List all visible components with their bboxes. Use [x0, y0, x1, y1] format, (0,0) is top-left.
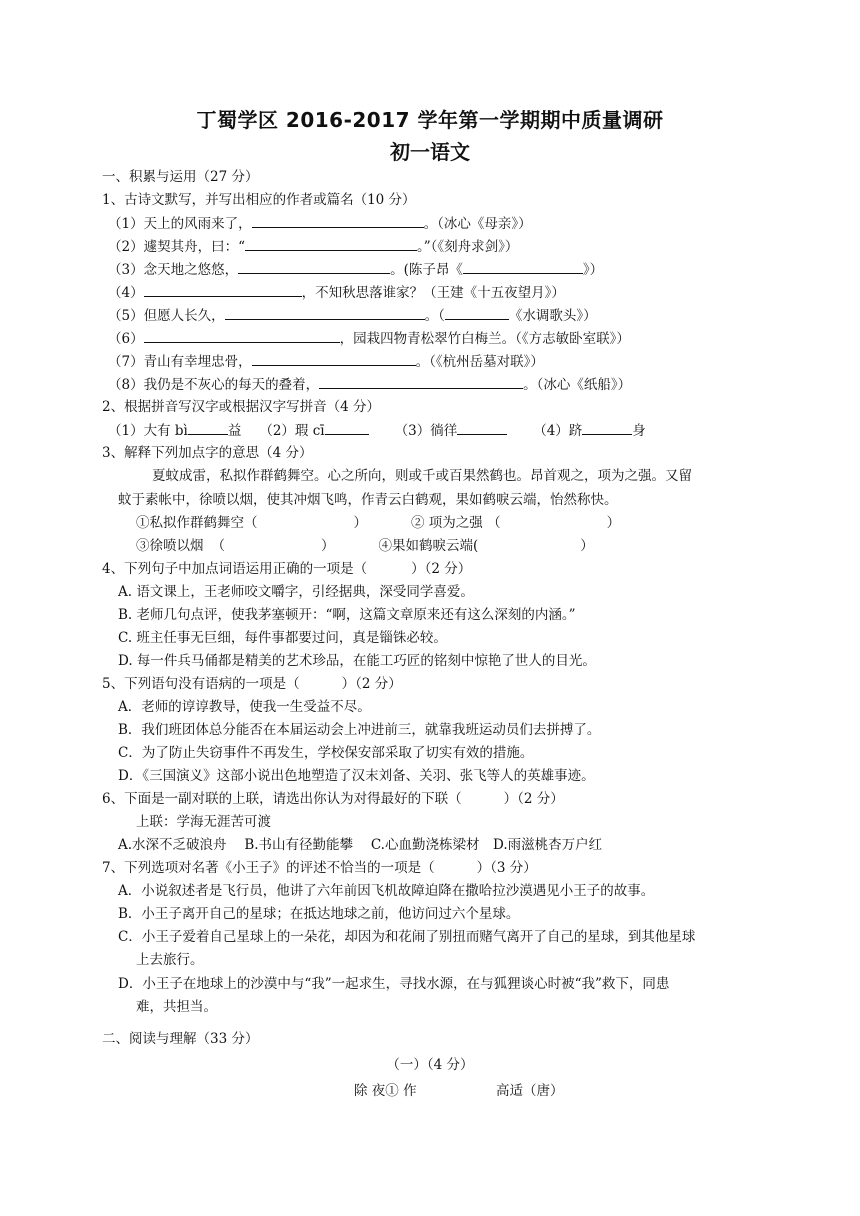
q1-item: （5）但愿人长久， 。（ 《水调歌头》）: [108, 308, 597, 324]
q4-stem: 4、下列句子中加点词语运用正确的一项是（ ）（2 分）: [102, 561, 472, 577]
answer-blank[interactable]: [144, 283, 302, 297]
q3-option-row1: ①私拟作群鹤舞空（ ） ② 项为之强 （ ）: [136, 515, 621, 531]
q5-stem: 5、下列语句没有语病的一项是（ ）（2 分）: [102, 676, 402, 692]
answer-blank[interactable]: [463, 260, 583, 274]
section-heading: （一）（4 分）: [386, 1057, 474, 1073]
poem-author: 高适（唐）: [496, 1083, 564, 1099]
answer-blank[interactable]: [319, 375, 523, 389]
q1-item: （7）青山有幸埋忠骨， 。（《杭州岳墓对联》）: [108, 354, 544, 370]
q5-option-c: C．为了防止失窃事件不再发生，学校保安部采取了切实有效的措施。: [118, 745, 534, 761]
q7-option-a: A．小说叙述者是飞行员，他讲了六年前因飞机故障迫降在撒哈拉沙漠遇见小王子的故事。: [118, 883, 655, 899]
answer-blank[interactable]: [445, 306, 509, 320]
answer-blank[interactable]: [252, 214, 424, 228]
answer-blank[interactable]: [225, 306, 425, 320]
q7-option-d-cont: 难，共担当。: [136, 999, 217, 1015]
q2-items: （1）大有 bì 益 （2）瑕 cī （3）徜徉 （4）跻 身: [108, 423, 646, 439]
q1-item: （3）念天地之悠悠， 。(陈子昂《 》）: [108, 262, 604, 278]
q2-stem: 2、根据拼音写汉字或根据汉字写拼音（4 分）: [102, 399, 380, 415]
answer-blank[interactable]: [188, 421, 228, 435]
answer-blank[interactable]: [457, 421, 507, 435]
q5-option-b: B．我们班团体总分能否在本届运动会上冲进前三，就靠我班运动员们去拼搏了。: [118, 722, 601, 738]
page-title: 丁蜀学区 2016-2017 学年第一学期期中质量调研: [196, 108, 664, 132]
q4-option-b: B. 老师几句点评，使我茅塞顿开：“啊，这篇文章原来还有这么深刻的内涵。”: [118, 607, 576, 623]
q6-upper-couplet: 上联：学海无涯苦可渡: [136, 814, 271, 830]
q1-item: （4） ，不知秋思落谁家？（王建《十五夜望月》）: [108, 285, 565, 301]
answer-blank[interactable]: [325, 421, 369, 435]
page-subtitle: 初一语文: [390, 140, 470, 164]
q3-passage-line2: 蚊于素帐中，徐喷以烟，使其冲烟飞鸣，作青云白鹤观，果如鹤唳云端，怡然称快。: [118, 492, 618, 508]
q7-option-d: D．小王子在地球上的沙漠中与“我”一起求生，寻找水源，在与狐狸谈心时被“我”救下，同患: [118, 976, 670, 992]
answer-blank[interactable]: [252, 352, 416, 366]
q3-stem: 3、解释下列加点字的意思（4 分）: [102, 445, 313, 461]
q1-item: （2）遽契其舟，曰：“ 。”（《刻舟求剑》）: [108, 239, 519, 255]
poem-title: 除 夜① 作: [354, 1083, 417, 1099]
q1-item: （6） ，园栽四物青松翠竹白梅兰。（《方志敏卧室联》）: [108, 331, 630, 347]
answer-blank[interactable]: [245, 237, 417, 251]
q4-option-c: C. 班主任事无巨细，每件事都要过问，真是锱铢必较。: [118, 630, 447, 646]
q4-option-a: A. 语文课上，王老师咬文嚼字，引经据典，深受同学喜爱。: [118, 584, 474, 600]
part1-heading: 一、积累与运用（27 分）: [102, 169, 259, 185]
q6-options: A.水深不乏破浪舟 B.书山有径勤能攀 C.心血勤浇栋梁材 D.雨滋桃杏万户红: [118, 837, 603, 853]
q7-option-c-cont: 上去旅行。: [136, 952, 204, 968]
q4-option-d: D. 每一件兵马俑都是精美的艺术珍品，在能工巧匠的铭刻中惊艳了世人的目光。: [118, 653, 596, 669]
q1-item: （8）我仍是不灰心的每天的叠着， 。（冰心《纸船》）: [108, 377, 632, 393]
answer-blank[interactable]: [238, 260, 390, 274]
q5-option-a: A．老师的谆谆教导，使我一生受益不尽。: [118, 699, 371, 715]
q7-option-c: C．小王子爱着自己星球上的一朵花，却因为和花闹了别扭而赌气离开了自己的星球，到其他星球: [118, 929, 696, 945]
q3-option-row2: ③徐喷以烟 （ ） ④果如鹤唳云端( ）: [136, 538, 594, 554]
q1-stem: 1、古诗文默写，并写出相应的作者或篇名（10 分）: [102, 192, 416, 208]
q7-option-b: B．小王子离开自己的星球；在抵达地球之前，他访问过六个星球。: [118, 906, 520, 922]
q3-passage-line1: 夏蚊成雷，私拟作群鹤舞空。心之所向，则或千或百果然鹤也。昂首观之，项为之强。又留: [152, 468, 692, 484]
q6-stem: 6、下面是一副对联的上联，请选出你认为对得最好的下联（ ）（2 分）: [102, 791, 564, 807]
answer-blank[interactable]: [144, 329, 340, 343]
q5-option-d: D．《三国演义》这部小说出色地塑造了汉末刘备、关羽、张飞等人的英雄事迹。: [118, 768, 595, 784]
answer-blank[interactable]: [582, 421, 632, 435]
part2-heading: 二、阅读与理解（33 分）: [102, 1031, 259, 1047]
q7-stem: 7、下列选项对名著《小王子》的评述不恰当的一项是（ ）（3 分）: [102, 860, 537, 876]
q1-item: （1）天上的风雨来了， 。（冰心《母亲》）: [108, 216, 532, 232]
